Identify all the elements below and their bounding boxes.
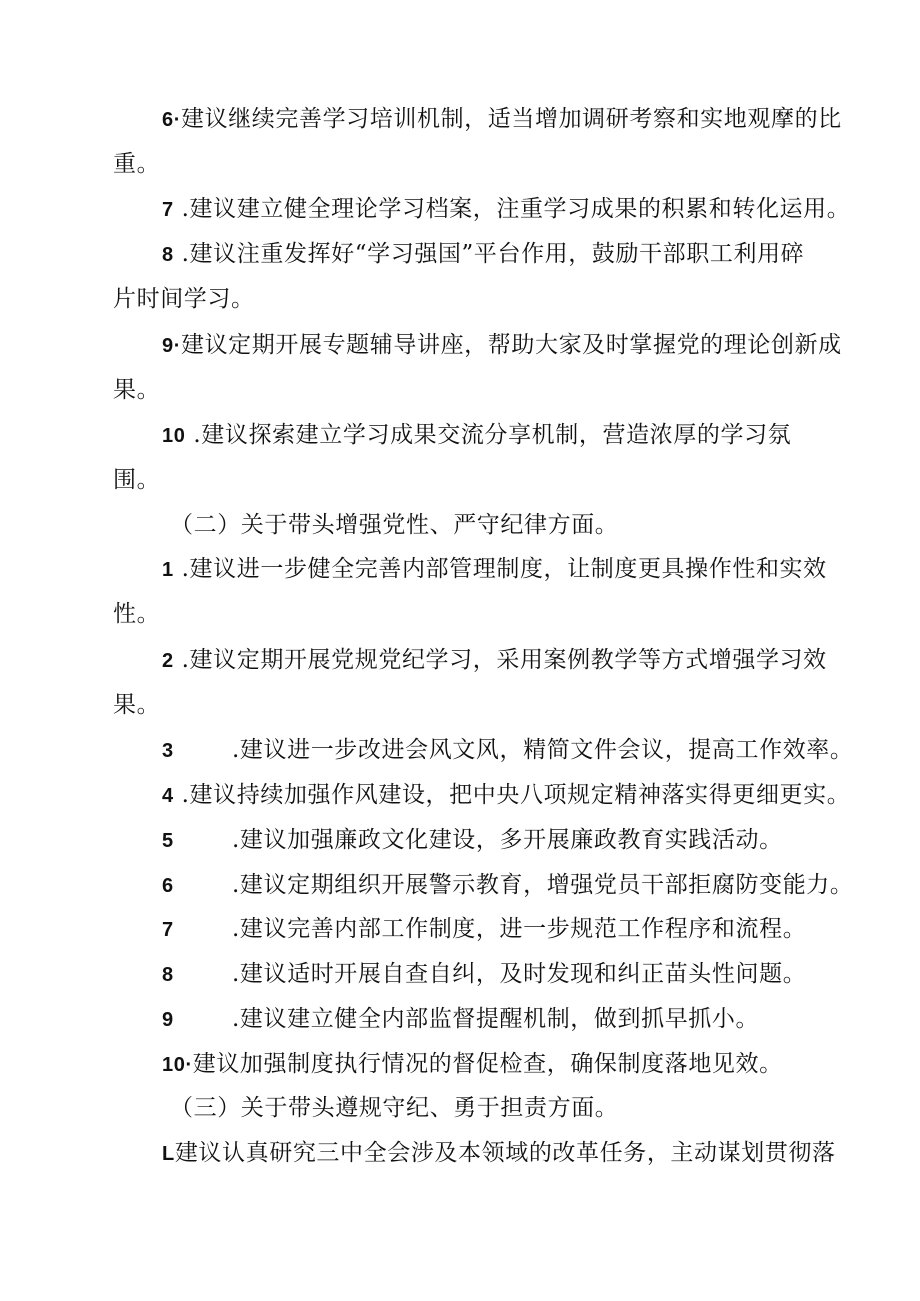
- paragraph-line: [162, 330, 842, 361]
- item-number: 1: [162, 559, 174, 581]
- paragraph-line: [162, 1049, 783, 1080]
- line-text: 片时间学习。: [113, 286, 255, 312]
- paragraph-line: [113, 690, 160, 720]
- paragraph-line: [113, 599, 160, 629]
- section-heading: [170, 510, 618, 540]
- paragraph-line: [162, 104, 842, 135]
- paragraph-line: [113, 149, 160, 179]
- paragraph-line: [113, 375, 160, 405]
- line-text: .建议完善内部工作制度，进一步规范工作程序和流程。: [232, 916, 807, 942]
- paragraph-line: [162, 825, 783, 856]
- item-number: 10: [162, 425, 186, 447]
- item-number: 8: [162, 244, 174, 266]
- line-text: .建议进一步健全完善内部管理制度，让制度更具操作性和实效: [173, 556, 827, 582]
- item-number: 4: [162, 785, 174, 807]
- paragraph-line: [162, 780, 850, 811]
- line-text: .建议适时开展自查自纠，及时发现和纠正苗头性问题。: [232, 961, 807, 987]
- item-number: 10·: [162, 1054, 193, 1076]
- paragraph-line: [162, 735, 854, 766]
- heading-text: （三）关于带头遵规守纪、勇于担责方面。: [170, 1095, 619, 1121]
- line-text: 建议认真研究三中全会涉及本领域的改革任务，主动谋划贯彻落: [174, 1140, 836, 1166]
- item-number: 9: [162, 1009, 174, 1031]
- line-text: 性。: [113, 601, 161, 627]
- section-heading: [170, 1093, 618, 1123]
- line-text: 重。: [113, 151, 161, 177]
- paragraph-line: [162, 914, 806, 945]
- paragraph-line: [162, 239, 804, 270]
- paragraph-line: [162, 870, 854, 901]
- paragraph-line: [162, 959, 806, 990]
- line-text: 果。: [113, 692, 161, 718]
- line-text: 围。: [113, 467, 161, 493]
- item-number: 6·: [162, 109, 181, 131]
- item-number: 7: [162, 199, 174, 221]
- line-text: 建议继续完善学习培训机制，适当增加调研考察和实地观摩的比: [180, 106, 842, 132]
- line-text: .建议加强廉政文化建设，多开展廉政教育实践活动。: [232, 827, 783, 853]
- line-text: .建议建立健全内部监督提醒机制，做到抓早抓小。: [232, 1006, 760, 1032]
- line-text: .建议探索建立学习成果交流分享机制，营造浓厚的学习氛: [185, 422, 792, 448]
- line-text: 果。: [113, 377, 161, 403]
- line-text: .建议定期开展党规党纪学习，采用案例教学等方式增强学习效: [173, 647, 827, 673]
- line-text: .建议进一步改进会风文风，精简文件会议，提高工作效率。: [232, 737, 854, 763]
- paragraph-line: [162, 420, 791, 451]
- line-text: .建议定期组织开展警示教育，增强党员干部拒腐防变能力。: [232, 872, 854, 898]
- item-number: 8: [162, 964, 174, 986]
- line-text: .建议持续加强作风建设，把中央八项规定精神落实得更细更实。: [173, 782, 851, 808]
- line-text: 建议定期开展专题辅导讲座，帮助大家及时掌握党的理论创新成: [180, 332, 842, 358]
- line-text: 建议加强制度执行情况的督促检查，确保制度落地见效。: [192, 1051, 783, 1077]
- paragraph-line: [162, 645, 827, 676]
- item-number: L: [162, 1143, 175, 1165]
- paragraph-line: [113, 284, 255, 314]
- heading-text: （二）关于带头增强党性、严守纪律方面。: [170, 512, 619, 538]
- item-number: 7: [162, 919, 174, 941]
- paragraph-line: [162, 1138, 836, 1169]
- line-text: .建议建立健全理论学习档案，注重学习成果的积累和转化运用。: [173, 196, 851, 222]
- item-number: 6: [162, 875, 174, 897]
- paragraph-line: [162, 1004, 759, 1035]
- item-number: 2: [162, 650, 174, 672]
- line-text: .建议注重发挥好“学习强国”平台作用，鼓励干部职工利用碎: [173, 241, 805, 267]
- item-number: 3: [162, 740, 174, 762]
- item-number: 5: [162, 830, 174, 852]
- paragraph-line: [113, 465, 160, 495]
- paragraph-line: [162, 194, 850, 225]
- paragraph-line: [162, 554, 827, 585]
- item-number: 9·: [162, 335, 181, 357]
